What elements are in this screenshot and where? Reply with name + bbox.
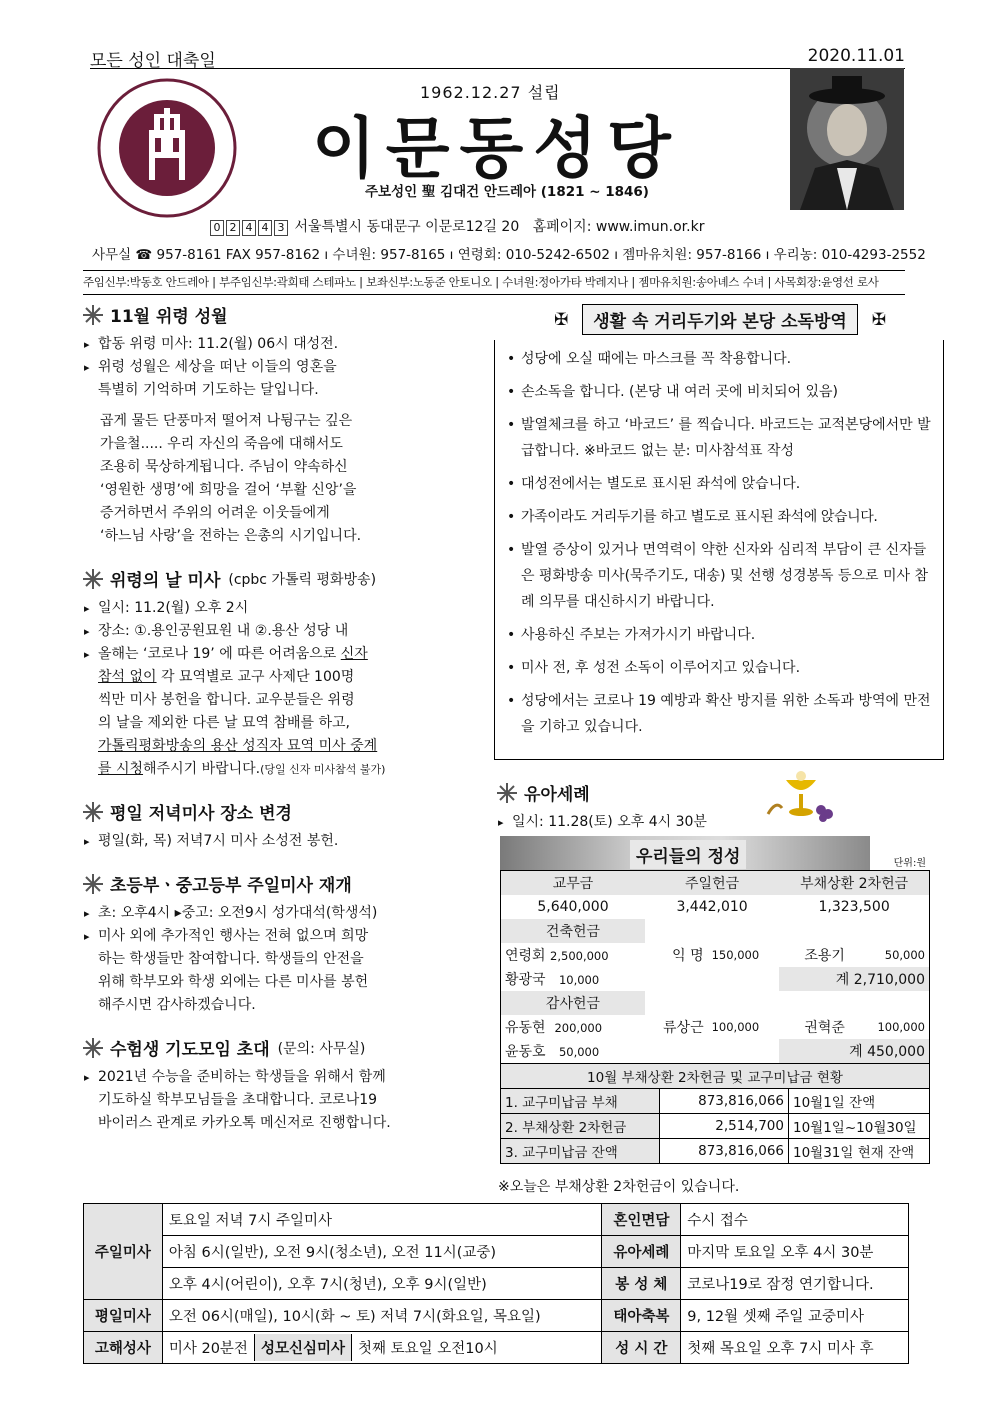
sparkle-icon (82, 568, 104, 590)
notice-item: • 발열 증상이 있거나 면역력이 약한 신자와 심리적 부담이 큰 신자들은 평화방송 미사(묵주기도, 대송) 및 선행 성경봉독 등으로 미사 참례 의무를 대신하시기 바랍니다. (507, 537, 935, 615)
list-item: ▸ 올해는 ‘코로나 19’ 에 따른 어려움으로 신자 참석 없이 각 묘역별로 교구 사제단 100명 씩만 미사 봉헌을 합니다. 교우분들은 위령 의 날을 제외한 다른 날 묘역 참배를 하고, 가톨릭평화방송의 용산 성직자 묘역 미사 중계 를 시청해주시기 바랍니다.(당일 신자 미사참석 불가) (82, 643, 434, 781)
debt-table: 10월 부채상환 2차헌금 및 교구미납금 현황 1. 교구미납금 부채 873,816,066 10월1일 잔액 2. 부채상환 2차헌금 2,514,700 10월1일~10월30일 3. 교구미납금 잔액 873,816,066 10월31일 현재 잔액 (500, 1064, 930, 1164)
homepage[interactable]: 홈페이지: www.imun.or.kr (532, 219, 705, 235)
left-column (82, 298, 434, 1135)
list-item: ▸ 위령 성월은 세상을 떠난 이들의 영혼을 특별히 기억하며 기도하는 달입니다. (82, 356, 434, 402)
paragraph: 곱게 물든 단풍마저 떨어져 나뒹구는 깊은 가을철..... 우리 자신의 죽음에 대해서도 조용히 묵상하게됩니다. 주님이 약속하신 ‘영원한 생명’에 희망을 걸어 ‘부활 신앙’을 증거하면서 주위의 어려운 이웃들에게 ‘하느님 사랑’을 전하는 은총의 시기입니다. (100, 413, 362, 544)
header-bar (90, 46, 905, 69)
notice-item: • 성당에서는 코로나 19 예방과 확산 방지를 위한 소독과 방역에 만전을 기하고 있습니다. (507, 688, 935, 740)
patron-saint: 주보성인 聖 김대건 안드레아 (1821 ~ 1846) (365, 184, 649, 200)
bulletin-date: 2020.11.01 (807, 46, 905, 66)
sparkle-icon (82, 873, 104, 895)
parish-seal (97, 78, 237, 218)
sparkle-icon (82, 304, 104, 326)
list-item: ▸ 장소: ①.용인공원묘원 내 ②.용산 성당 내 (82, 620, 434, 643)
section-title: 11월 위령 성월 (82, 302, 434, 327)
notice-title: ✠ 생활 속 거리두기와 본당 소독방역 ✠ (505, 304, 935, 335)
section-title: 초등부ㆍ중고등부 주일미사 재개 (82, 871, 434, 896)
list-item: ▸ 2021년 수능을 준비하는 학생들을 위해서 함께 기도하실 학부모님들을 초대합니다. 코로나19 바이러스 관계로 카카오톡 메신저로 진행합니다. (82, 1066, 434, 1135)
cross-icon: ✠ (553, 309, 569, 330)
patron-portrait (790, 68, 904, 210)
section-title: 위령의 날 미사 (cpbc 가톨릭 평화방송) (82, 566, 434, 591)
chalice-icon (766, 770, 836, 826)
offering-note: ※오늘은 부채상환 2차헌금이 있습니다. (498, 1179, 740, 1195)
notice-box (494, 340, 944, 760)
address: 서울특별시 동대문구 이문로12길 20 (294, 219, 520, 235)
list-item: ▸ 평일(화, 목) 저녁7시 미사 소성전 봉헌. (82, 830, 434, 853)
offering-section (500, 836, 930, 1164)
offering-header: 우리들의 정성 단위:원 (500, 836, 870, 870)
notice-item: • 가족이라도 거리두기를 하고 별도로 표시된 좌석에 앉습니다. (507, 504, 935, 530)
mass-schedule: 주일미사 토요일 저녁 7시 주일미사 혼인면담 수시 접수 아침 6시(일반), 오전 9시(청소년), 오전 11시(교중) 유아세례 마지막 토요일 오후 4시 30분 오후 4시(어린이), 오후 7시(청년), 오후 9시(일반) 봉 성 체 코로나19로 잠정 연기합니다. 평일미사 오전 06시(매일), 10시(화 ~ 토) 저녁 7시(화요일, 목요일) 태아축복 9, 12월 셋째 주일 교중미사 고해성사 미사 20분전 성모신심미사 첫째 토요일 오전10시 성 시 간 첫째 목요일 오후 7시 미사 후 (83, 1203, 909, 1364)
founded-date: 1962.12.27 설립 (420, 83, 561, 102)
list-item: ▸ 일시: 11.2(월) 오후 2시 (82, 597, 434, 620)
list-item: ▸ 초: 오후4시 ▸중고: 오전9시 성가대석(학생석) (82, 902, 434, 925)
notice-item: • 미사 전, 후 성전 소독이 이루어지고 있습니다. (507, 655, 935, 681)
section-title: 수험생 기도모임 초대 (문의: 사무실) (82, 1035, 434, 1060)
list-item: ▸ 미사 외에 추가적인 행사는 전혀 없으며 희망 하는 학생들만 참여합니다. 학생들의 안전을 위해 학부모와 학생 외에는 다른 미사를 봉헌 해주시면 감사하겠습니다. (82, 925, 434, 1017)
baptism-section (496, 776, 896, 834)
sparkle-icon (82, 801, 104, 823)
section-title: 평일 저녁미사 장소 변경 (82, 799, 434, 824)
cross-icon: ✠ (871, 309, 887, 330)
notice-item: • 사용하신 주보는 가져가시기 바랍니다. (507, 622, 935, 648)
feast-name: 모든 성인 대축일 (90, 51, 216, 71)
notice-item: • 손소독을 합니다. (본당 내 여러 곳에 비치되어 있음) (507, 379, 935, 405)
sparkle-icon (82, 1037, 104, 1059)
address-line (210, 216, 704, 236)
notice-item: • 발열체크를 하고 ‘바코드’ 를 찍습니다. 바코드는 교적본당에서만 발급합니다. ※바코드 없는 분: 미사참석표 작성 (507, 412, 935, 464)
notice-item: • 대성전에서는 별도로 표시된 좌석에 앉습니다. (507, 471, 935, 497)
staff-line: 주임신부:박동호 안드레아 | 부주임신부:곽희태 스테파노 | 보좌신부:노동준 안토니오 | 수녀원:정아가타 박레지나 | 젬마유치원:송아녜스 수녀 | 사목회장:윤영선 로사 (83, 270, 905, 295)
list-item: ▸ 일시: 11.28(토) 오후 4시 30분 (496, 811, 896, 834)
label-sunday: 주일미사 (84, 1204, 163, 1300)
offering-table: 교무금 주일헌금 부채상환 2차헌금 5,640,000 3,442,010 1,323,500 건축헌금 연령회 2,500,000 익 명 150,000 조용기 50,000 황광국 10,000 계 2,710,000 감사헌금 유동현 200,000 류상근 100,000 권혁준 100,000 윤동호 50,000 계 450,000 (500, 870, 930, 1064)
contact-line: 사무실 ☎ 957-8161 FAX 957-8162 ı 수녀원: 957-8165 ı 연령회: 010-5242-6502 ı 젬마유치원: 957-8166 ı 우리농: 010-4293-2552 (92, 247, 926, 263)
notice-item: • 성당에 오실 때에는 마스크를 꼭 착용합니다. (507, 346, 935, 372)
parish-title: 이문동성당 (312, 110, 681, 187)
section-title: 유아세례 (496, 780, 896, 805)
sparkle-icon (496, 782, 518, 804)
list-item: ▸ 합동 위령 미사: 11.2(월) 06시 대성전. (82, 333, 434, 356)
zip-code: 0 2 4 4 3 (210, 219, 290, 235)
